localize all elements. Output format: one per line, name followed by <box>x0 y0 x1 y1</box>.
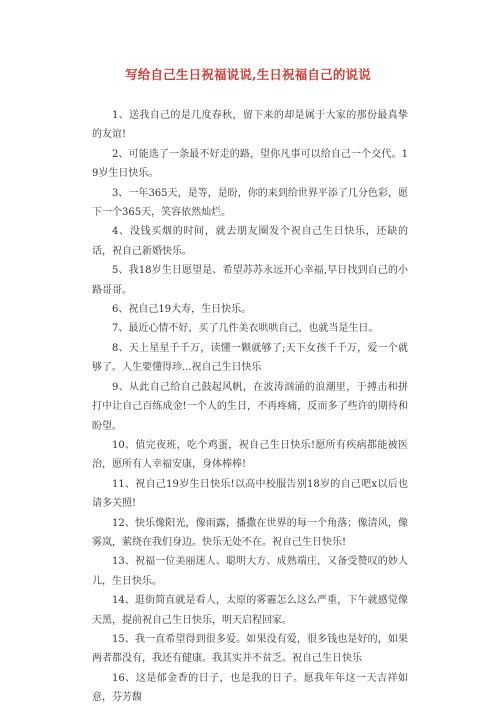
paragraph: 10、值完夜班，吃个鸡蛋，祝自己生日快乐!愿所有疾病都能被医治，愿所有人幸福安康，身体棒棒! <box>92 439 408 471</box>
paragraph: 12、快乐像阳光，像雨露，播撒在世界的每一个角落；像清风，像雾岚，萦绕在我们身边。快乐无处不在。祝自己生日快乐! <box>92 517 408 548</box>
paragraph: 2、可能选了一条最不好走的路，望你凡事可以给自己一个交代。19岁生日快乐。 <box>92 148 408 180</box>
paragraph: 9、从此自己给自己鼓起风帆，在波涛汹涌的浪潮里，于搏击和拼打中让自己百练成金!一个人的生日，不再疼痛，反而多了些许的期待和盼望。 <box>92 381 408 432</box>
paragraph: 14、逛街简直就是看人，太原的雾霾怎么这么严重，下午就感觉像天黑，提前祝自己生日快乐，明天启程回家。 <box>92 595 408 626</box>
document-body <box>92 106 408 708</box>
paragraph: 5、我18岁生日愿望是、希望苏苏永远开心幸福,早日找到自己的小路哥哥。 <box>92 265 408 296</box>
paragraph: 1、送我自己的是几度春秋，留下来的却是属于大家的那份最真挚的友谊! <box>92 110 408 141</box>
paragraph: 15、我一直希望得到很多爱。如果没有爱，很多钱也是好的，如果两者都没有，我还有健康。我其实并不贫乏。祝自己生日快乐 <box>92 633 408 665</box>
paragraph: 11、祝自己19岁生日快乐!以高中校服告别18岁的自己吧x以后也请多关照! <box>92 478 408 510</box>
paragraph: 3、一年365天，是等，是盼，你的来到给世界平添了几分色彩，愿下一个365天，笑容依然灿烂。 <box>92 187 408 219</box>
paragraph: 13、祝福一位美丽迷人、聪明大方、成熟端庄，又备受赞叹的妙人儿，生日快乐。 <box>92 556 408 587</box>
document-title: 写给自己生日祝福说说,生日祝福自己的说说 <box>125 67 371 82</box>
paragraph: 4、没钱买烟的时间，就去朋友圈发个祝自己生日快乐，还缺的话，祝自己新婚快乐。 <box>92 226 408 257</box>
paragraph: 8、天上星星千千万，读懂一颗就够了;天下女孩千千万，爱一个就够了。人生要懂得珍...祝自己生日快乐 <box>92 342 408 374</box>
paragraph: 7、最近心情不好，买了几件美衣哄哄自己，也就当是生日。 <box>112 323 379 335</box>
paragraph: 16、这是郁金香的日子，也是我的日子。愿我年年这一天吉祥如意，芬芳馥 <box>92 672 408 704</box>
paragraph: 6、祝自己19大寿，生日快乐。 <box>112 304 252 316</box>
